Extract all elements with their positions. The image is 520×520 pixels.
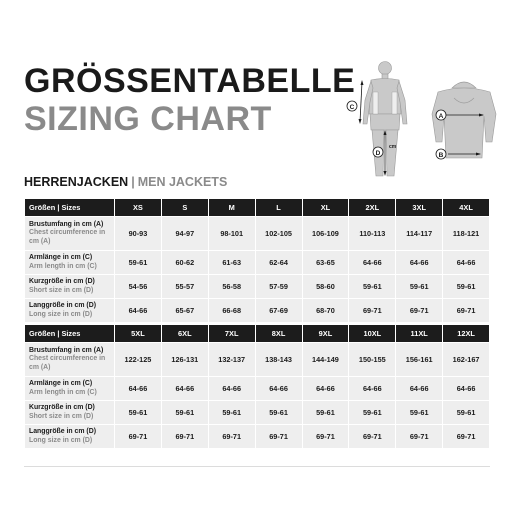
table-row: [25, 275, 490, 299]
table-cell: 64-66: [396, 377, 443, 401]
table-cell: 90-93: [115, 217, 162, 251]
section-heading: [24, 175, 227, 189]
table-cell: 65-67: [161, 299, 208, 323]
page-subtitle: SIZING CHART: [24, 100, 272, 138]
table-row: [25, 299, 490, 323]
table-cell: 69-71: [161, 425, 208, 449]
table-cell: 64-66: [208, 377, 255, 401]
table-cell: 64-66: [161, 377, 208, 401]
table-cell: 102-105: [255, 217, 302, 251]
row-label: Armlänge in cm (C) Arm length in cm (C): [25, 377, 115, 401]
size-header: S: [161, 199, 208, 217]
table-cell: 59-61: [115, 401, 162, 425]
table-cell: 64-66: [443, 251, 490, 275]
table-cell: 59-61: [255, 401, 302, 425]
row-label: Brustumfang in cm (A) Chest circumference in cm (A): [25, 343, 115, 377]
table-cell: 54-56: [115, 275, 162, 299]
section-heading-en: MEN JACKETS: [137, 175, 228, 189]
table-cell: 64-66: [396, 251, 443, 275]
table-cell: 64-66: [302, 377, 349, 401]
row-label: Langgröße in cm (D) Long size in cm (D): [25, 299, 115, 323]
table-cell: 138-143: [255, 343, 302, 377]
table-header-label: Größen | Sizes: [25, 199, 115, 217]
size-header: 9XL: [302, 325, 349, 343]
table-cell: 69-71: [255, 425, 302, 449]
table-cell: 64-66: [443, 377, 490, 401]
table-cell: 59-61: [396, 275, 443, 299]
table-cell: 59-61: [443, 401, 490, 425]
table-cell: 59-61: [161, 401, 208, 425]
table-cell: 59-61: [396, 401, 443, 425]
table-cell: 59-61: [443, 275, 490, 299]
table-cell: 61-63: [208, 251, 255, 275]
size-header: 11XL: [396, 325, 443, 343]
table-cell: 64-66: [115, 299, 162, 323]
row-label: Kurzgröße in cm (D) Short size in cm (D): [25, 275, 115, 299]
size-header: 6XL: [161, 325, 208, 343]
table-cell: 94-97: [161, 217, 208, 251]
table-row: [25, 377, 490, 401]
table-cell: 69-71: [302, 425, 349, 449]
table-cell: 57-59: [255, 275, 302, 299]
row-label: Armlänge in cm (C) Arm length in cm (C): [25, 251, 115, 275]
table-cell: 59-61: [208, 401, 255, 425]
size-header: 5XL: [115, 325, 162, 343]
size-header: M: [208, 199, 255, 217]
size-header: L: [255, 199, 302, 217]
table-cell: 63-65: [302, 251, 349, 275]
table-cell: 69-71: [443, 299, 490, 323]
table-cell: 132-137: [208, 343, 255, 377]
table-header-label: Größen | Sizes: [25, 325, 115, 343]
size-header: XL: [302, 199, 349, 217]
table-cell: 66-68: [208, 299, 255, 323]
size-header: 2XL: [349, 199, 396, 217]
size-header: 8XL: [255, 325, 302, 343]
table-cell: 64-66: [349, 377, 396, 401]
table-cell: 64-66: [349, 251, 396, 275]
size-header: XS: [115, 199, 162, 217]
measure-d-unit: cm: [389, 144, 397, 150]
table-cell: 69-71: [208, 425, 255, 449]
measure-b-label: B: [438, 152, 444, 159]
table-cell: 59-61: [349, 275, 396, 299]
row-label: Langgröße in cm (D) Long size in cm (D): [25, 425, 115, 449]
body-front-figure: [345, 58, 425, 183]
table-cell: 69-71: [396, 425, 443, 449]
size-table-1: [24, 198, 490, 323]
table-cell: 150-155: [349, 343, 396, 377]
table-row: [25, 343, 490, 377]
row-label: Kurzgröße in cm (D) Short size in cm (D): [25, 401, 115, 425]
table-cell: 69-71: [396, 299, 443, 323]
table-cell: 59-61: [302, 401, 349, 425]
table-cell: 69-71: [115, 425, 162, 449]
table-cell: 56-58: [208, 275, 255, 299]
table-cell: 59-61: [349, 401, 396, 425]
table-cell: 55-57: [161, 275, 208, 299]
bottom-divider: [24, 466, 490, 467]
table-cell: 58-60: [302, 275, 349, 299]
table-cell: 144-149: [302, 343, 349, 377]
table-cell: 162-167: [443, 343, 490, 377]
size-header: 4XL: [443, 199, 490, 217]
table-header-row: [25, 325, 490, 343]
table-cell: 64-66: [255, 377, 302, 401]
table-cell: 156-161: [396, 343, 443, 377]
page-title: GRÖSSENTABELLE: [24, 62, 356, 100]
size-header: 12XL: [443, 325, 490, 343]
table-cell: 122-125: [115, 343, 162, 377]
table-cell: 62-64: [255, 251, 302, 275]
table-cell: 114-117: [396, 217, 443, 251]
table-row: [25, 425, 490, 449]
table-cell: 60-62: [161, 251, 208, 275]
table-cell: 98-101: [208, 217, 255, 251]
torso-figure: [414, 58, 514, 183]
size-table-2: [24, 324, 490, 449]
table-cell: 59-61: [115, 251, 162, 275]
table-cell: 68-70: [302, 299, 349, 323]
table-cell: 126-131: [161, 343, 208, 377]
section-heading-de: HERRENJACKEN: [24, 175, 129, 189]
measure-d-label: D: [375, 150, 381, 157]
table-cell: 69-71: [349, 299, 396, 323]
size-header: 7XL: [208, 325, 255, 343]
row-label: Brustumfang in cm (A) Chest circumference in cm (A): [25, 217, 115, 251]
table-cell: 106-109: [302, 217, 349, 251]
size-header: 10XL: [349, 325, 396, 343]
table-header-row: [25, 199, 490, 217]
table-cell: 67-69: [255, 299, 302, 323]
table-row: [25, 401, 490, 425]
table-cell: 64-66: [115, 377, 162, 401]
table-cell: 69-71: [443, 425, 490, 449]
size-header: 3XL: [396, 199, 443, 217]
table-row: [25, 251, 490, 275]
table-cell: 118-121: [443, 217, 490, 251]
section-separator: |: [131, 175, 135, 189]
measure-a-label: A: [438, 113, 444, 120]
measure-c-label: C: [349, 104, 355, 111]
table-row: [25, 217, 490, 251]
table-cell: 110-113: [349, 217, 396, 251]
table-cell: 69-71: [349, 425, 396, 449]
